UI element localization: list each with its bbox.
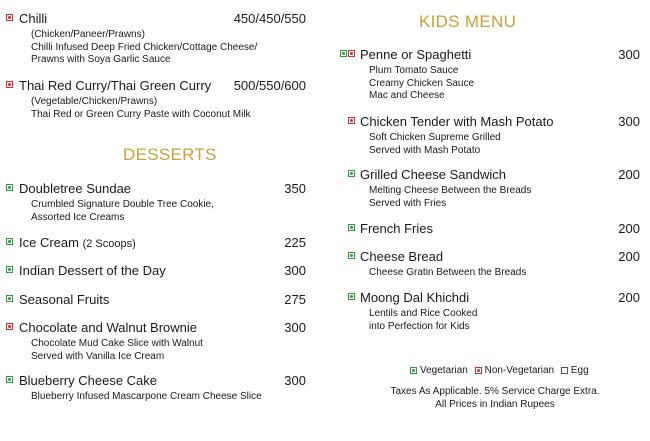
menu-item-seasonal-fruits	[6, 292, 306, 310]
item-portion: (2 Scoops)	[82, 238, 136, 250]
item-price: 200	[618, 249, 640, 264]
item-desc: Plum Tomato Sauce	[369, 65, 459, 76]
legend-veg: Vegetarian	[410, 365, 468, 376]
menu-item-doubletree-sundae	[6, 181, 306, 224]
menu-item-french-fries	[340, 221, 640, 239]
item-name: Chilli	[19, 11, 48, 26]
tax-note: Taxes As Applicable. 5% Service Charge Extra.	[390, 386, 600, 397]
veg-marker-icon	[348, 252, 355, 259]
item-name: Moong Dal Khichdi	[360, 290, 470, 305]
item-price: 275	[284, 292, 306, 307]
item-name: Penne or Spaghetti	[360, 47, 472, 62]
item-desc: Blueberry Infused Mascarpone Cream Cheese Slice	[31, 391, 262, 402]
menu-item-chilli	[6, 11, 306, 67]
veg-marker-icon	[410, 367, 417, 374]
item-name: Blueberry Cheese Cake	[19, 373, 158, 388]
menu-item-ice-cream	[6, 235, 306, 253]
item-desc: (Vegetable/Chicken/Prawns)	[31, 96, 158, 107]
legend-non-veg: Non-Vegetarian	[475, 365, 555, 376]
item-name: Indian Dessert of the Day	[19, 263, 166, 278]
item-desc: Mac and Cheese	[369, 90, 445, 101]
item-name: French Fries	[360, 221, 433, 236]
item-desc: Melting Cheese Between the Breads	[369, 185, 532, 196]
item-desc: into Perfection for Kids	[369, 320, 470, 332]
non-veg-marker-icon	[6, 14, 13, 21]
footer-note	[380, 385, 610, 411]
item-desc: Served with Vanilla Ice Cream	[31, 350, 165, 362]
veg-non-veg-marker-icon	[340, 50, 355, 57]
item-desc: Prawns with Soya Garlic Sauce	[31, 54, 171, 65]
item-desc: Creamy Chicken Sauce	[369, 77, 475, 89]
item-name: Chicken Tender with Mash Potato	[360, 114, 554, 129]
item-price: 300	[284, 373, 306, 388]
item-name: Doubletree Sundae	[19, 181, 132, 196]
veg-marker-icon	[348, 170, 355, 177]
non-veg-marker-icon	[6, 323, 13, 330]
veg-marker-icon	[6, 184, 13, 191]
item-price: 200	[618, 221, 640, 236]
item-price: 300	[618, 114, 640, 129]
non-veg-marker-icon	[6, 81, 13, 88]
egg-marker-icon	[561, 367, 568, 374]
item-desc: Soft Chicken Supreme Grilled	[369, 132, 501, 143]
item-name: Chocolate and Walnut Brownie	[19, 320, 198, 335]
menu-item-thai-curry	[6, 78, 306, 121]
item-name: Ice Cream (2 Scoops)	[19, 235, 136, 250]
veg-marker-icon	[348, 224, 355, 231]
item-price: 500/550/600	[233, 78, 306, 93]
item-desc: Served with Fries	[369, 197, 447, 209]
veg-marker-icon	[6, 376, 13, 383]
item-desc: Lentils and Rice Cooked	[369, 308, 478, 319]
desserts-heading: DESSERTS	[123, 145, 217, 164]
item-desc: Assorted Ice Creams	[31, 211, 125, 223]
menu-item-brownie	[6, 320, 306, 363]
veg-marker-icon	[6, 266, 13, 273]
item-desc: Cheese Gratin Between the Breads	[369, 267, 527, 278]
item-price: 200	[618, 290, 640, 305]
item-price: 450/450/550	[233, 11, 306, 26]
item-desc: Chilli Infused Deep Fried Chicken/Cottage Cheese/	[31, 41, 258, 53]
veg-marker-icon	[6, 238, 13, 245]
currency-note: All Prices in Indian Rupees	[435, 399, 555, 410]
kids-menu-heading: KIDS MENU	[419, 12, 517, 31]
menu-item-blueberry-cheese-cake	[6, 373, 306, 404]
menu-item-chicken-tender	[340, 114, 640, 157]
item-price: 200	[618, 167, 640, 182]
item-desc: Chocolate Mud Cake Slice with Walnut	[31, 338, 203, 349]
veg-marker-icon	[6, 295, 13, 302]
non-veg-marker-icon	[348, 117, 355, 124]
menu-item-indian-dessert	[6, 263, 306, 281]
item-desc: Crumbled Signature Double Tree Cookie,	[31, 199, 214, 210]
item-desc: (Chicken/Paneer/Prawns)	[31, 29, 145, 40]
non-veg-marker-icon	[475, 367, 482, 374]
item-name: Cheese Bread	[360, 249, 444, 264]
legend-egg: Egg	[561, 365, 589, 376]
item-price: 300	[284, 320, 306, 335]
veg-marker-icon	[348, 293, 355, 300]
item-desc: Served with Mash Potato	[369, 144, 481, 156]
item-desc: Thai Red or Green Curry Paste with Coconut Milk	[31, 108, 251, 120]
menu-item-grilled-cheese-sandwich	[340, 167, 640, 210]
menu-item-penne-spaghetti	[340, 47, 640, 103]
diet-legend	[410, 365, 593, 376]
menu-item-moong-dal-khichdi	[340, 290, 640, 333]
item-price: 300	[618, 47, 640, 62]
item-price: 350	[284, 181, 306, 196]
item-price: 300	[284, 263, 306, 278]
item-price: 225	[284, 235, 306, 250]
item-name: Thai Red Curry/Thai Green Curry	[19, 78, 212, 93]
item-name: Seasonal Fruits	[19, 292, 110, 307]
menu-item-cheese-bread	[340, 249, 640, 280]
item-name: Grilled Cheese Sandwich	[360, 167, 506, 182]
